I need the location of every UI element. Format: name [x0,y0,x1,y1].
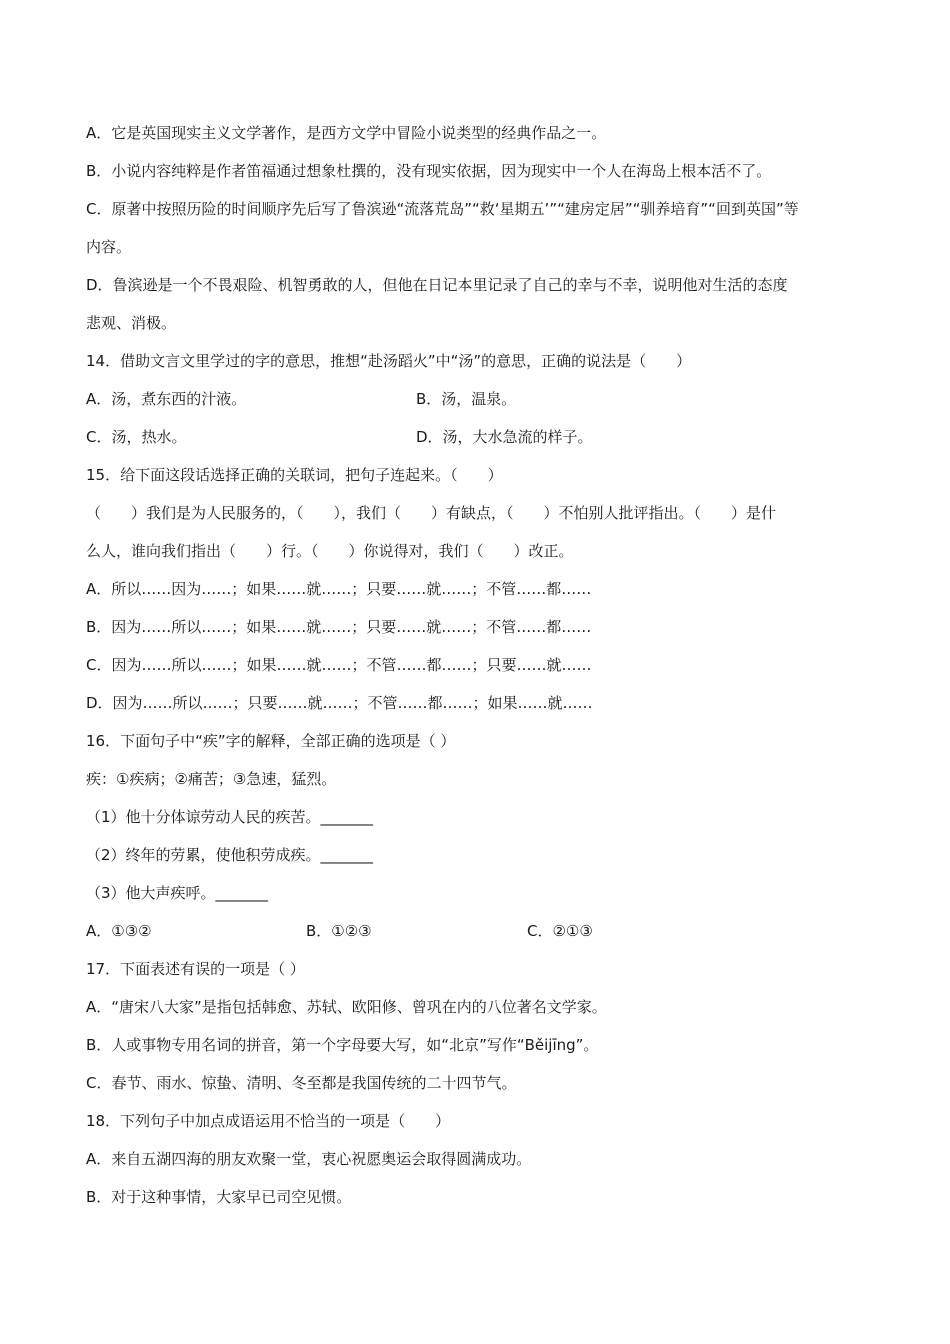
q15-option-c: C．因为……所以……；如果……就……；不管……都……；只要……就…… [86,656,592,674]
q18-stem: 18．下列句子中加点成语运用不恰当的一项是（ ） [86,1112,451,1130]
q16-definitions: 疾：①疾病；②痛苦；③急速，猛烈。 [86,770,337,788]
q16-option-b: B．①②③ [306,922,372,940]
q15-option-d: D．因为……所以……；只要……就……；不管……都……；如果……就…… [86,694,593,712]
q14-stem: 14．借助文言文里学过的字的意思，推想“赴汤蹈火”中“汤”的意思，正确的说法是（ ） [86,352,692,370]
q17-stem: 17．下面表述有误的一项是（ ） [86,960,305,978]
q13-option-d-line1: D．鲁滨逊是一个不畏艰险、机智勇敢的人，但他在日记本里记录了自己的幸与不幸，说明他对生活的态度 [86,276,788,294]
q17-option-b: B．人或事物专用名词的拼音，第一个字母要大写，如“北京”写作“Běijīng”。 [86,1036,599,1054]
q13-option-b: B．小说内容纯粹是作者笛福通过想象杜撰的，没有现实依据，因为现实中一个人在海岛上根本活不了。 [86,162,772,180]
q13-option-c-line2: 内容。 [86,238,132,256]
q13-option-c-line1: C．原著中按照历险的时间顺序先后写了鲁滨逊“流落荒岛”“救‘星期五’”“建房定居”“驯养培育”“回到英国”等 [86,200,799,218]
q16-sentence-2: （2）终年的劳累，使他积劳成疾。_______ [86,846,374,864]
q15-option-a: A．所以……因为……；如果……就……；只要……就……；不管……都…… [86,580,592,598]
q13-option-a: A．它是英国现实主义文学著作，是西方文学中冒险小说类型的经典作品之一。 [86,124,607,142]
q16-option-a: A．①③② [86,922,152,940]
q16-option-c: C．②①③ [527,922,593,940]
q14-option-c: C．汤，热水。 [86,428,187,446]
q18-option-a: A．来自五湖四海的朋友欢聚一堂，衷心祝愿奥运会取得圆满成功。 [86,1150,532,1168]
q16-sentence-3: （3）他大声疾呼。_______ [86,884,269,902]
q18-option-b: B．对于这种事情，大家早已司空见惯。 [86,1188,352,1206]
q14-option-b: B．汤，温泉。 [416,390,517,408]
q15-option-b: B．因为……所以……；如果……就……；只要……就……；不管……都…… [86,618,592,636]
q16-sentence-1: （1）他十分体谅劳动人民的疾苦。_______ [86,808,374,826]
q15-stem: 15．给下面这段话选择正确的关联词，把句子连起来。（ ） [86,466,503,484]
q15-passage-line1: （ ）我们是为人民服务的，（ ），我们（ ）有缺点，（ ）不怕别人批评指出。（ ）是什 [86,504,777,522]
q14-option-a: A．汤，煮东西的汁液。 [86,390,247,408]
q17-option-c: C．春节、雨水、惊蛰、清明、冬至都是我国传统的二十四节气。 [86,1074,517,1092]
q16-stem: 16．下面句子中“疾”字的解释，全部正确的选项是（ ） [86,732,456,750]
q14-option-d: D．汤，大水急流的样子。 [416,428,593,446]
q15-passage-line2: 么人，谁向我们指出（ ）行。（ ）你说得对，我们（ ）改正。 [86,542,574,560]
q17-option-a: A．“唐宋八大家”是指包括韩愈、苏轼、欧阳修、曾巩在内的八位著名文学家。 [86,998,607,1016]
q13-option-d-line2: 悲观、消极。 [86,314,177,332]
